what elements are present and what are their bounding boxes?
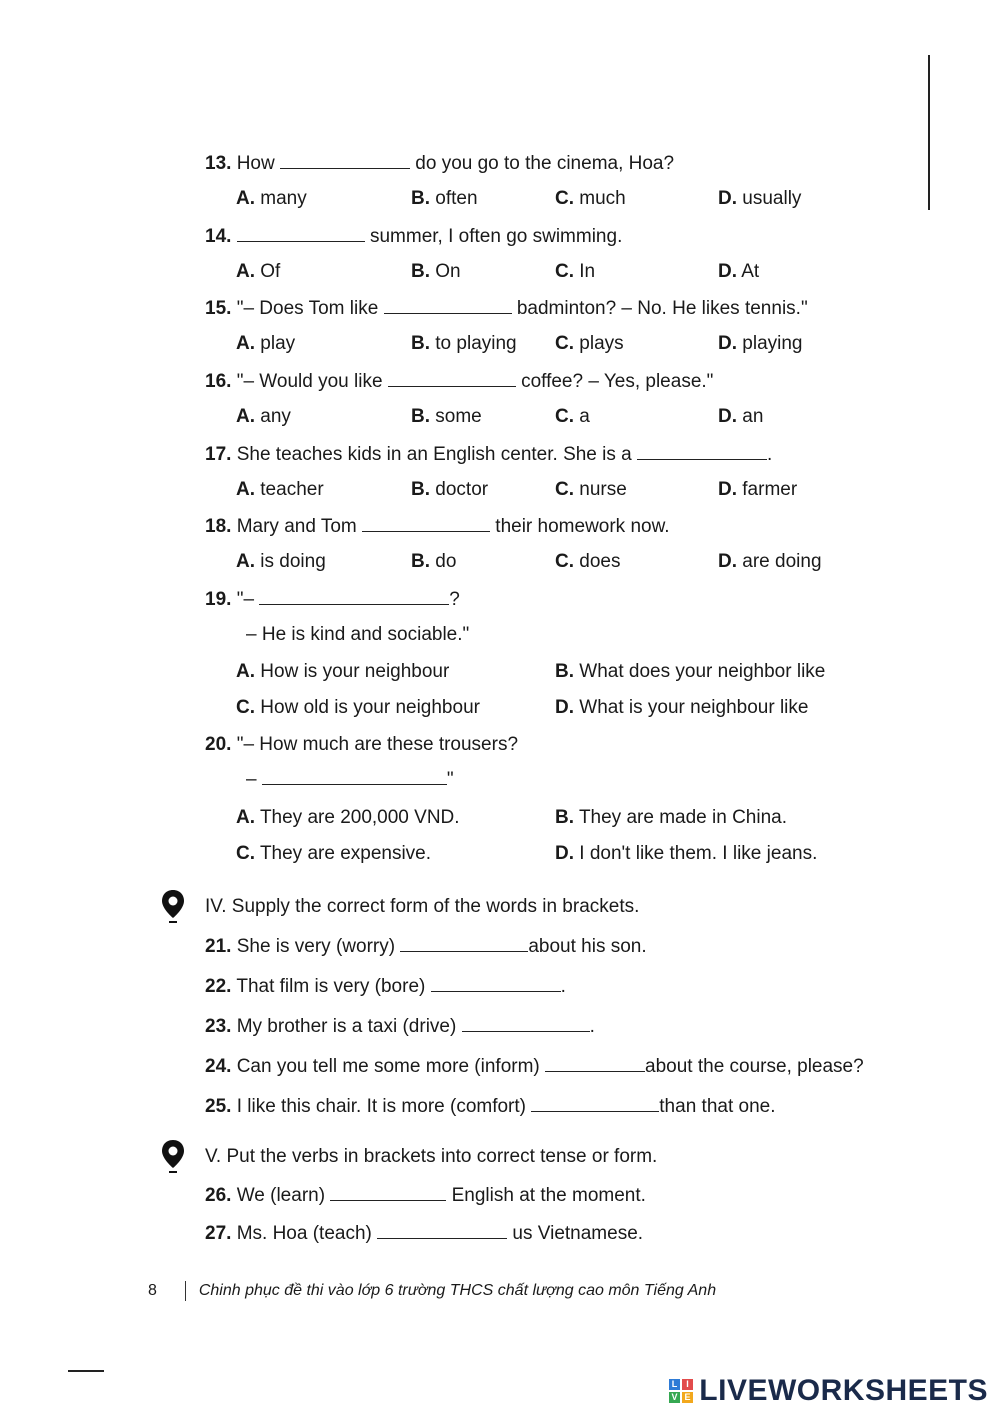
question-21 [205,935,647,958]
question-number: 27. [205,1223,232,1244]
option-d[interactable] [718,551,822,573]
option-b[interactable] [411,188,478,210]
question-number: 26. [205,1185,232,1206]
question-text-end: . [767,444,773,465]
question-number: 14. [205,226,232,247]
option-text: I don't like them. I like jeans. [579,843,818,864]
question-text: Ms. Hoa (teach) [236,1223,372,1244]
option-b[interactable] [411,406,482,428]
question-text-end: us Vietnamese. [512,1223,644,1244]
option-text: farmer [742,479,798,500]
quote-end: " [446,769,454,790]
question-text: Can you tell me some more (inform) [236,1056,540,1077]
option-text: some [435,406,482,427]
location-pin-icon [160,888,186,924]
option-text: often [435,188,478,209]
question-number: 20. [205,734,232,755]
page-footer [148,1281,716,1301]
page-number: 8 [148,1282,157,1300]
question-text: How [236,153,275,174]
question-number: 21. [205,936,232,957]
option-c[interactable] [236,843,431,865]
question-20 [205,734,518,756]
question-text: We (learn) [236,1185,326,1206]
answer-blank[interactable] [237,225,365,242]
answer-blank[interactable] [531,1095,659,1112]
option-c[interactable] [555,479,627,501]
option-b[interactable] [555,661,825,683]
option-c[interactable] [555,261,595,283]
option-letter: C. [555,188,574,209]
question-text: "– [236,589,255,610]
question-14 [205,225,622,248]
answer-blank[interactable] [637,443,767,460]
option-letter: C. [555,333,574,354]
answer-blank[interactable] [400,935,528,952]
option-text: plays [579,333,624,354]
question-number: 22. [205,976,232,997]
option-text: are doing [742,551,822,572]
question-number: 15. [205,298,232,319]
option-letter: A. [236,261,255,282]
question-text: She teaches kids in an English center. She is a [236,444,632,465]
option-a[interactable] [236,406,291,428]
question-22 [205,975,566,998]
question-text: That film is very (bore) [236,976,426,997]
option-text: playing [742,333,803,354]
option-letter: C. [555,551,574,572]
question-20-response [246,768,454,791]
option-c[interactable] [236,697,480,719]
option-text: teacher [260,479,324,500]
question-text-end: ? [449,589,460,610]
answer-blank[interactable] [462,1015,590,1032]
option-text: At [741,261,760,282]
option-letter: D. [555,697,574,718]
option-text: many [260,188,307,209]
question-text: "– How much are these trousers? [236,734,519,755]
footer-divider [185,1281,186,1301]
question-text-end: . [560,976,566,997]
question-text: My brother is a taxi (drive) [236,1016,457,1037]
option-c[interactable] [555,406,590,428]
brand-logo-icon [669,1379,693,1403]
option-letter: C. [555,406,574,427]
option-letter: C. [555,479,574,500]
logo-square: L [669,1379,680,1390]
option-a[interactable] [236,188,307,210]
answer-blank[interactable] [545,1055,645,1072]
option-b[interactable] [411,551,456,573]
question-18 [205,515,670,538]
section-4-title: IV. Supply the correct form of the words in brackets. [205,896,640,917]
section-5-title: V. Put the verbs in brackets into correct tense or form. [205,1146,658,1167]
option-letter: D. [718,261,737,282]
question-text-end: about his son. [528,936,647,957]
option-letter: B. [555,661,574,682]
option-text: They are 200,000 VND. [259,807,460,828]
question-text-end: about the course, please? [645,1056,864,1077]
question-number: 13. [205,153,232,174]
option-a[interactable] [236,333,295,355]
option-a[interactable] [236,807,460,829]
question-number: 25. [205,1096,232,1117]
option-a[interactable] [236,661,449,683]
location-pin-icon [160,1138,186,1174]
option-text: play [260,333,296,354]
question-number: 17. [205,444,232,465]
option-letter: D. [718,479,737,500]
option-letter: B. [411,479,430,500]
option-text: In [579,261,596,282]
option-text: to playing [435,333,517,354]
option-a[interactable] [236,479,324,501]
answer-blank[interactable] [330,1184,446,1201]
question-23 [205,1015,595,1038]
question-text-end: English at the moment. [451,1185,646,1206]
question-25 [205,1095,776,1118]
option-letter: B. [411,406,430,427]
brand-name: LIVEWORKSHEETS [699,1374,988,1407]
question-17 [205,443,772,466]
question-text-end: than that one. [659,1096,776,1117]
question-text: She is very (worry) [236,936,396,957]
option-a[interactable] [236,551,326,573]
option-d[interactable] [718,406,763,428]
option-text: a [579,406,590,427]
scan-mark-bottom-left [68,1370,104,1372]
option-letter: D. [718,188,737,209]
option-letter: B. [411,333,430,354]
question-number: 19. [205,589,232,610]
book-title: Chinh phục đề thi vào lớp 6 trường THCS chất lượng cao môn Tiếng Anh [198,1282,717,1300]
liveworksheets-logo [669,1374,988,1408]
option-letter: B. [555,807,574,828]
option-text: Of [260,261,281,282]
option-letter: C. [236,843,255,864]
option-letter: A. [236,406,255,427]
option-text: is doing [260,551,326,572]
option-letter: C. [236,697,255,718]
option-text: does [579,551,621,572]
option-d[interactable] [718,261,759,283]
option-letter: B. [411,261,430,282]
question-24 [205,1055,864,1078]
option-letter: D. [718,333,737,354]
question-number: 18. [205,516,232,537]
question-number: 16. [205,371,232,392]
option-c[interactable] [555,188,626,210]
question-number: 24. [205,1056,232,1077]
question-text-end: . [589,1016,595,1037]
answer-blank[interactable] [384,297,512,314]
option-text: do [435,551,457,572]
question-text-end: their homework now. [495,516,670,537]
answer-blank[interactable] [377,1222,507,1239]
question-27 [205,1222,643,1245]
option-b[interactable] [411,333,517,355]
option-letter: B. [411,551,430,572]
option-letter: D. [718,551,737,572]
answer-blank[interactable] [431,975,561,992]
question-text-end: badminton? – No. He likes tennis." [516,298,808,319]
option-text: How is your neighbour [260,661,450,682]
answer-blank[interactable] [259,588,449,605]
option-text: doctor [435,479,489,500]
question-15 [205,297,808,320]
option-text: What is your neighbour like [579,697,809,718]
answer-blank[interactable] [362,515,490,532]
question-16 [205,370,713,393]
option-letter: D. [718,406,737,427]
answer-blank[interactable] [388,370,516,387]
logo-square: V [669,1392,680,1403]
question-text: I like this chair. It is more (comfort) [236,1096,526,1117]
question-text: Mary and Tom [236,516,357,537]
question-number: 23. [205,1016,232,1037]
option-b[interactable] [411,261,461,283]
question-text-end: do you go to the cinema, Hoa? [415,153,675,174]
answer-blank[interactable] [262,768,447,785]
question-26 [205,1184,646,1207]
logo-square: E [682,1392,693,1403]
option-text: They are made in China. [578,807,787,828]
option-b[interactable] [411,479,488,501]
option-letter: A. [236,188,255,209]
question-text-end: coffee? – Yes, please." [521,371,714,392]
option-text: an [742,406,764,427]
option-text: any [260,406,291,427]
option-d[interactable] [555,843,817,865]
option-c[interactable] [555,333,624,355]
option-b[interactable] [555,807,787,829]
option-a[interactable] [236,261,280,283]
scan-mark-right [928,55,930,210]
option-d[interactable] [718,188,801,210]
option-letter: D. [555,843,574,864]
option-letter: A. [236,551,255,572]
question-text: "– Does Tom like [236,298,379,319]
option-letter: A. [236,661,255,682]
question-19-response: – He is kind and sociable." [246,624,470,645]
option-text: usually [742,188,802,209]
option-letter: B. [411,188,430,209]
option-d[interactable] [555,697,808,719]
option-letter: A. [236,479,255,500]
option-text: nurse [579,479,627,500]
question-text-end: summer, I often go swimming. [369,226,623,247]
dash: – [246,769,257,790]
option-text: much [579,188,626,209]
answer-blank[interactable] [280,152,410,169]
question-19 [205,588,460,611]
option-text: How old is your neighbour [260,697,480,718]
option-letter: A. [236,807,255,828]
logo-square: I [682,1379,693,1390]
question-13 [205,152,674,175]
option-text: They are expensive. [259,843,432,864]
option-letter: C. [555,261,574,282]
option-c[interactable] [555,551,620,573]
option-letter: A. [236,333,255,354]
option-text: On [435,261,461,282]
question-text: "– Would you like [236,371,383,392]
option-text: What does your neighbor like [579,661,826,682]
option-d[interactable] [718,479,797,501]
option-d[interactable] [718,333,803,355]
